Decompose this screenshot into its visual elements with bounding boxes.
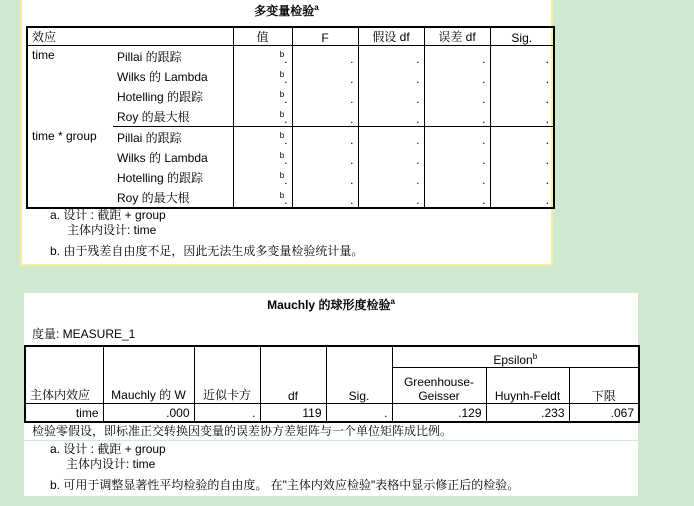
f-cell: . — [292, 147, 358, 167]
stat-label: Hotelling 的跟踪 — [117, 170, 204, 185]
footnote-mark: b — [279, 151, 285, 160]
row-effect: time — [75, 405, 99, 420]
header-epsilon — [392, 346, 639, 368]
epsilon-sup: b — [532, 352, 538, 361]
f-cell: . — [292, 187, 358, 208]
hyp-df-cell: . — [358, 127, 424, 148]
f-cell: . — [292, 66, 358, 86]
err-df-cell: . — [424, 66, 490, 86]
mauchly-title-text: Mauchly 的球形度检验 — [267, 298, 391, 312]
err-df-cell: . — [424, 147, 490, 167]
err-df-cell: . — [424, 86, 490, 106]
multivariate-table — [26, 26, 555, 209]
stat-label: Roy 的最大根 — [113, 106, 233, 127]
value-cell — [233, 86, 292, 106]
table-row — [25, 404, 639, 423]
footnote-a-within: 主体内设计: time — [67, 223, 157, 237]
table-row — [27, 46, 554, 67]
header-within-effect: 主体内效应 — [25, 346, 103, 404]
f-cell: . — [292, 86, 358, 106]
sig-cell: . — [490, 127, 554, 148]
footnote-mark: b — [279, 171, 285, 180]
header-effect: 效应 — [27, 27, 233, 46]
header-df: df — [260, 346, 326, 404]
mauchly-header-row-1 — [25, 346, 639, 368]
f-cell: . — [292, 46, 358, 67]
header-value: 值 — [233, 27, 292, 46]
epsilon-label: Epsilon — [493, 353, 533, 367]
value-cell — [233, 187, 292, 208]
sig-cell: . — [490, 106, 554, 127]
err-df-cell: . — [424, 46, 490, 67]
row-df: 119 — [260, 404, 326, 423]
row-w: .000 — [103, 404, 194, 423]
cell-dot: . — [284, 153, 288, 167]
header-mauchly-w: Mauchly 的 W — [103, 346, 194, 404]
header-f: F — [292, 27, 358, 46]
err-df-cell: . — [424, 187, 490, 208]
multivariate-title-sup: a — [314, 3, 319, 12]
header-sig: Sig. — [326, 346, 392, 404]
footnote-mark: b — [279, 131, 285, 140]
row-hf: .233 — [486, 404, 569, 423]
header-huynh-feldt: Huynh-Feldt — [486, 368, 569, 404]
gg-line-1: Greenhouse- — [403, 375, 475, 389]
hyp-df-cell: . — [358, 167, 424, 187]
cell-dot: . — [284, 133, 288, 147]
sig-cell: . — [490, 167, 554, 187]
header-chi-square: 近似卡方 — [194, 346, 260, 404]
effect-time-group: time * group — [32, 128, 97, 143]
mauchly-title — [24, 296, 638, 313]
err-df-cell: . — [424, 106, 490, 127]
value-cell — [233, 167, 292, 187]
cell-dot: . — [284, 173, 288, 187]
mauchly-panel — [24, 293, 638, 496]
footnote-a-design: a. 设计 : 截距 + group — [50, 208, 166, 222]
footnote-mark: b — [279, 191, 285, 200]
stat-label: Wilks 的 Lambda — [117, 150, 208, 165]
sig-cell: . — [490, 86, 554, 106]
row-chi: . — [194, 404, 260, 423]
hyp-df-cell: . — [358, 106, 424, 127]
f-cell: . — [292, 167, 358, 187]
table-row — [27, 127, 554, 148]
cell-dot: . — [284, 112, 288, 126]
footnote-a-within: 主体内设计: time — [66, 457, 156, 471]
header-lower-bound: 下限 — [569, 368, 639, 404]
stat-label: Roy 的最大根 — [117, 190, 190, 205]
hyp-df-cell: . — [358, 147, 424, 167]
hyp-df-cell: . — [358, 66, 424, 86]
footnote-mark: b — [279, 70, 285, 79]
stat-label: Pillai 的跟踪 — [117, 49, 182, 64]
stat-label: Wilks 的 Lambda — [117, 69, 208, 84]
hyp-df-cell: . — [358, 86, 424, 106]
sig-cell: . — [490, 46, 554, 67]
footnote-a-design: a. 设计 : 截距 + group — [50, 442, 166, 456]
sig-cell: . — [490, 187, 554, 208]
measure-label: 度量: MEASURE_1 — [32, 327, 136, 341]
f-cell: . — [292, 127, 358, 148]
footnote-b: b. 由于残差自由度不足，因此无法生成多变量检验统计量。 — [50, 244, 364, 258]
multivariate-tests-panel — [20, 0, 553, 266]
header-greenhouse-geisser — [392, 368, 486, 404]
multivariate-header-row — [27, 27, 554, 46]
footnote-mark: b — [279, 90, 285, 99]
cell-dot: . — [284, 193, 288, 207]
multivariate-title-text: 多变量检验 — [254, 4, 315, 18]
stat-label: Pillai 的跟踪 — [117, 130, 182, 145]
cell-dot: . — [284, 52, 288, 66]
f-cell: . — [292, 106, 358, 127]
value-cell — [233, 46, 292, 67]
footnote-mark: b — [279, 50, 285, 59]
hyp-df-cell: . — [358, 46, 424, 67]
err-df-cell: . — [424, 127, 490, 148]
header-err-df: 误差 df — [424, 27, 490, 46]
err-df-cell: . — [424, 167, 490, 187]
stat-label: Hotelling 的跟踪 — [117, 89, 204, 104]
cell-dot: . — [284, 72, 288, 86]
null-hypothesis-note: 检验零假设，即标准正交转换因变量的误差协方差矩阵与一个单位矩阵成比例。 — [32, 424, 453, 438]
row-lb: .067 — [569, 404, 639, 423]
header-sig: Sig. — [490, 27, 554, 46]
mauchly-footnotes — [50, 442, 519, 493]
multivariate-footnotes — [50, 208, 363, 259]
header-hyp-df: 假设 df — [358, 27, 424, 46]
multivariate-title — [22, 2, 551, 19]
value-cell — [233, 147, 292, 167]
row-gg: .129 — [392, 404, 486, 423]
cell-dot: . — [284, 92, 288, 106]
hyp-df-cell: . — [358, 187, 424, 208]
divider — [24, 440, 638, 441]
value-cell — [233, 106, 292, 127]
footnote-mark: b — [279, 110, 285, 119]
effect-time: time — [32, 48, 55, 62]
row-sig: . — [326, 404, 392, 423]
footnote-b: b. 可用于调整显著性平均检验的自由度。 在"主体内效应检验"表格中显示修正后的检验。 — [50, 478, 520, 492]
mauchly-table — [24, 345, 640, 423]
gg-line-2: Geisser — [418, 389, 460, 403]
value-cell — [233, 127, 292, 148]
value-cell — [233, 66, 292, 86]
mauchly-title-sup: a — [390, 297, 395, 306]
sig-cell: . — [490, 147, 554, 167]
sig-cell: . — [490, 66, 554, 86]
